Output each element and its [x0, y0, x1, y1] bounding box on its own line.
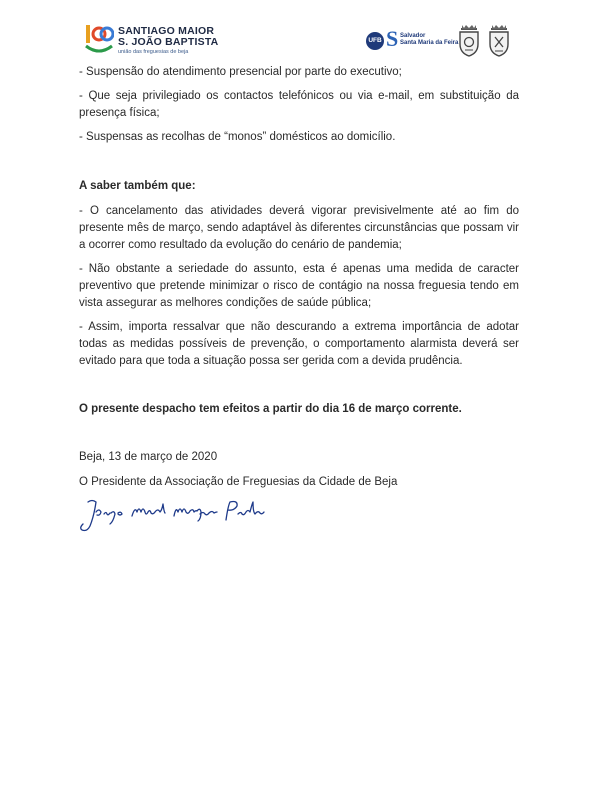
logo-line1: SANTIAGO MAIOR [118, 25, 215, 37]
handwritten-signature [74, 494, 279, 538]
logo-subtitle: união das freguesias de beja [118, 49, 189, 55]
effect-statement: O presente despacho tem efeitos a partir do dia 16 de março corrente. [79, 403, 462, 415]
list-item: - Suspensas as recolhas de “monos” domésticos ao domicílio. [79, 131, 396, 143]
place-date: Beja, 13 de março de 2020 [79, 451, 218, 463]
signatory-title: O Presidente da Associação de Freguesias da Cidade de Beja [79, 476, 398, 488]
ufb-line2: Santa Maria da Feira [400, 40, 459, 46]
logo-text [118, 26, 218, 55]
parish-logo-icon [84, 22, 114, 56]
list-item: - Que seja privilegiado os contactos telefónicos ou via e-mail, em substituição da presença física; [79, 90, 519, 119]
ufb-s-mark-icon: S [386, 26, 399, 51]
list-item: - Assim, importa ressalvar que não descurando a extrema importância de adotar todas as medidas possíveis de prevenção, o comportamento alarmista deverá ser evitado para que toda a situação possa ser gerida com a devida prudência. [79, 321, 519, 367]
ufb-logos [366, 24, 526, 60]
letterhead [0, 0, 600, 62]
ufb-text [400, 33, 458, 47]
section-heading: A saber também que: [79, 180, 196, 192]
list-item: - Não obstante a seriedade do assunto, esta é apenas uma medida de caracter preventivo que pretende minimizar o risco de contágio na nossa freguesia tendo em vista assegurar as melhores condições de saúde pública; [79, 263, 519, 309]
list-item: - O cancelamento das atividades deverá vigorar previsivelmente até ao fim do presente mês de março, sendo adaptável às diferentes circunstâncias que possam vir a ocorrer como resultado da evolução do cenário de pandemia; [79, 205, 519, 251]
list-item: - Suspensão do atendimento presencial por parte do executivo; [79, 66, 402, 78]
logo-line2: S. JOÃO BAPTISTA [118, 36, 219, 48]
ufb-line1: Salvador [400, 33, 426, 39]
coat-of-arms-icon [456, 24, 482, 58]
ufb-badge: UFB [366, 32, 384, 50]
coat-of-arms-icon [486, 24, 512, 58]
santiago-maior-logo [84, 22, 219, 58]
